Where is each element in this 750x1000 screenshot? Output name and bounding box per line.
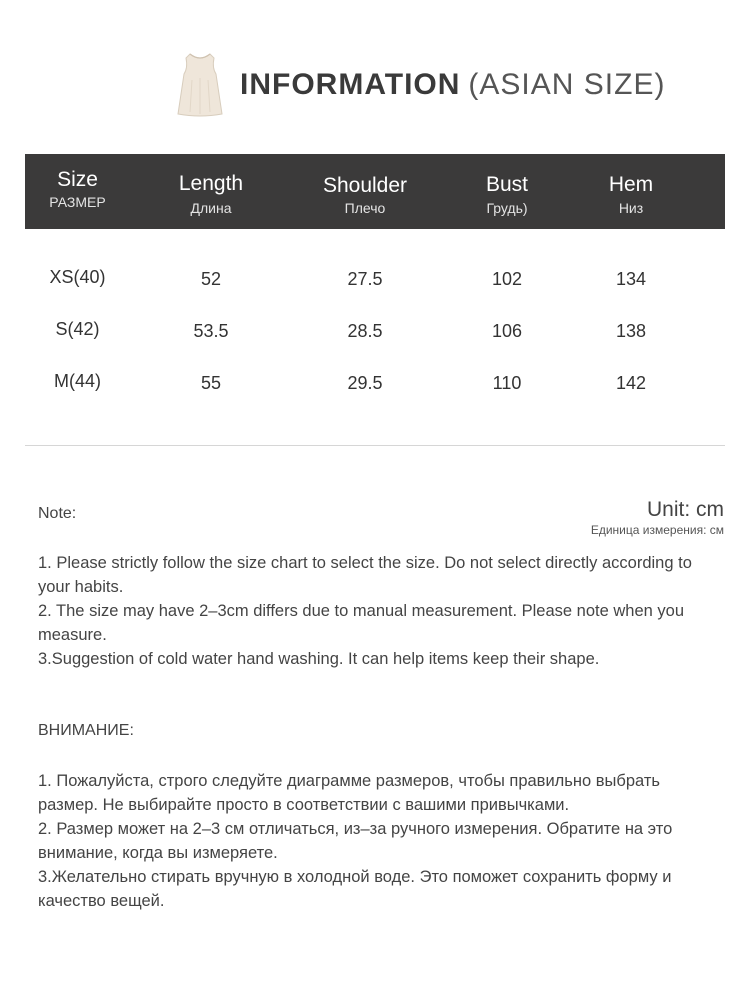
attention-label: ВНИМАНИЕ: — [38, 722, 134, 739]
page-header — [170, 50, 665, 120]
header-size-ru: РАЗМЕР — [49, 194, 106, 210]
cell-size: S(42) — [55, 319, 100, 339]
cell-shoulder: 29.5 — [347, 373, 383, 393]
header-length-ru: Длина — [190, 200, 232, 216]
unit-label: Unit: cm — [646, 498, 724, 521]
header-shoulder-ru: Плечо — [344, 200, 386, 216]
note-item: 1. Please strictly follow the size chart to select the size. Do not select directly according to your habits. — [38, 554, 692, 596]
cell-size: XS(40) — [49, 267, 106, 287]
header-shoulder — [299, 174, 431, 216]
sleeveless-top-icon — [170, 50, 230, 120]
cell-bust: 102 — [491, 269, 523, 289]
header-length-en: Length — [178, 172, 244, 195]
notes-russian — [38, 769, 718, 913]
title-main: INFORMATION — [240, 68, 461, 101]
cell-bust: 110 — [492, 373, 522, 393]
header-hem — [565, 173, 697, 216]
header-bust — [441, 173, 573, 216]
table-row — [25, 319, 725, 349]
cell-hem: 142 — [615, 373, 647, 393]
cell-hem: 138 — [615, 321, 647, 341]
header-hem-en: Hem — [608, 173, 654, 196]
cell-shoulder: 27.5 — [347, 269, 383, 289]
section-divider — [25, 445, 725, 446]
note-item: 1. Пожалуйста, строго следуйте диаграмме размеров, чтобы правильно выбрать размер. Не выбирайте просто в соответствии с вашими привычками. — [38, 772, 660, 814]
cell-shoulder: 28.5 — [347, 321, 383, 341]
header-hem-ru: Низ — [618, 200, 644, 216]
header-shoulder-en: Shoulder — [322, 174, 408, 197]
header-bust-en: Bust — [485, 173, 529, 196]
cell-length: 55 — [200, 373, 222, 393]
note-item: 3.Желательно стирать вручную в холодной воде. Это поможет сохранить форму и качество вещей. — [38, 868, 672, 910]
unit-label-ru: Единица измерения: см — [590, 523, 724, 537]
table-row — [25, 371, 725, 401]
table-row — [25, 267, 725, 297]
header-size — [25, 168, 130, 210]
header-length — [145, 172, 277, 216]
cell-bust: 106 — [491, 321, 523, 341]
cell-size: M(44) — [53, 371, 101, 391]
note-item: 3.Suggestion of cold water hand washing. It can help items keep their shape. — [38, 650, 600, 668]
size-table-header — [25, 154, 725, 229]
title-sub: (ASIAN SIZE) — [468, 68, 666, 101]
notes-english — [38, 551, 718, 671]
note-label: Note: — [38, 505, 77, 522]
cell-length: 52 — [200, 269, 222, 289]
cell-length: 53.5 — [193, 321, 229, 341]
note-item: 2. The size may have 2–3cm differs due to manual measurement. Please note when you measure. — [38, 602, 685, 644]
note-item: 2. Размер может на 2–3 см отличаться, из–за ручного измерения. Обратите на это внимание, когда вы измеряете. — [38, 820, 673, 862]
header-size-en: Size — [57, 168, 98, 191]
cell-hem: 134 — [615, 269, 647, 289]
header-bust-ru: Грудь) — [486, 200, 528, 216]
page-title — [240, 68, 665, 102]
